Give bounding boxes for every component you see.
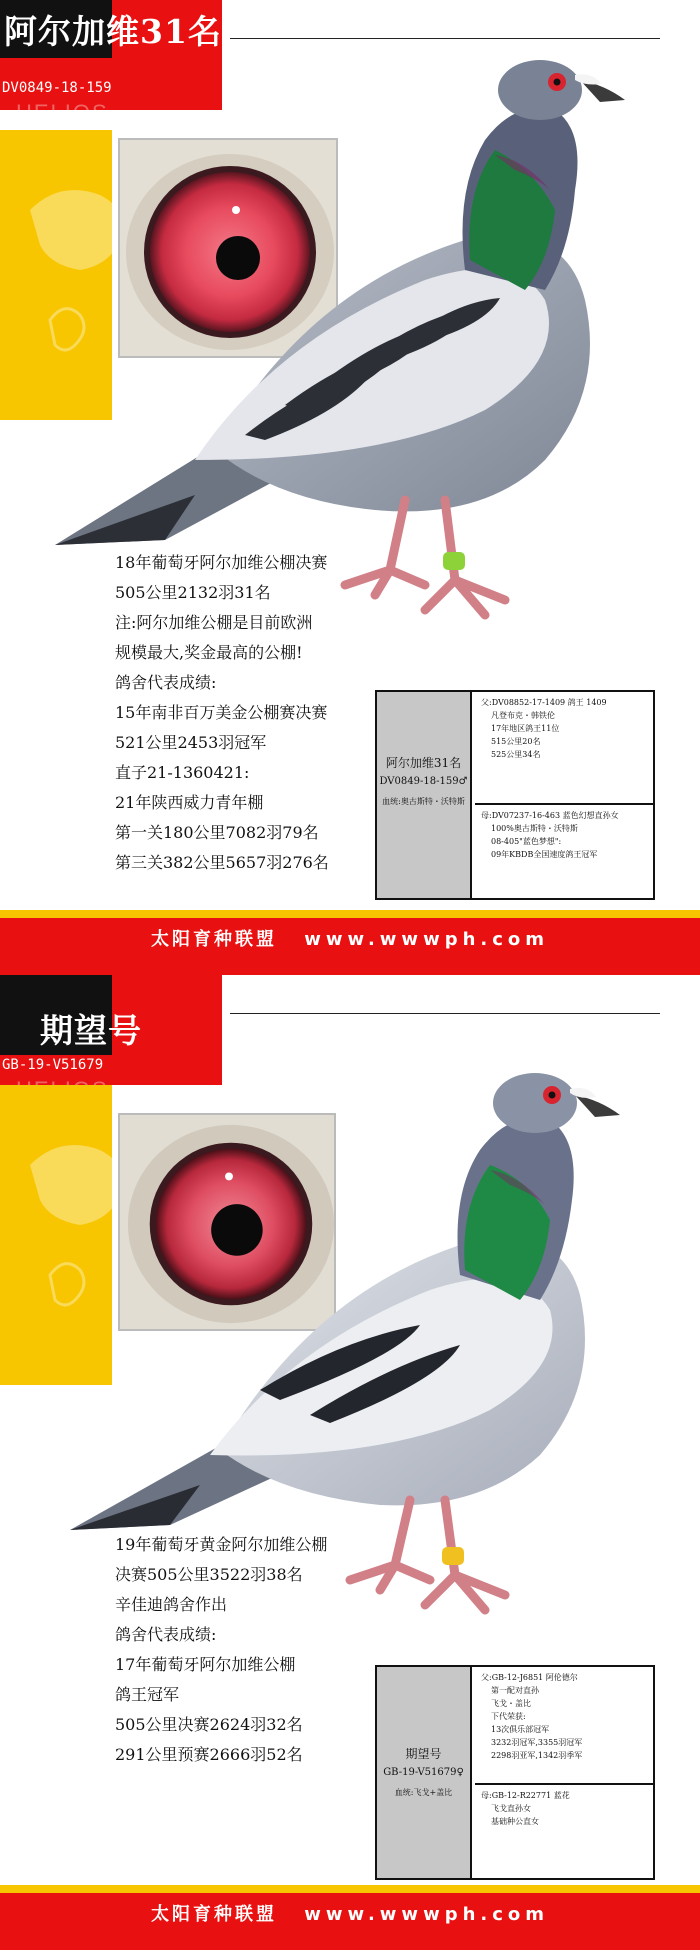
desc-line: 决赛505公里3522羽38名 bbox=[115, 1565, 303, 1584]
leg-band bbox=[443, 552, 465, 570]
pedigree-ring: GB-19-V51679♀ bbox=[383, 1767, 464, 1778]
dam-line: 08-405"蓝色梦想": bbox=[491, 837, 562, 846]
pedigree-dam bbox=[475, 1785, 655, 1880]
desc-line: 第三关382公里5657羽276名 bbox=[115, 853, 329, 872]
sire-line: 下代荣获: bbox=[491, 1712, 526, 1721]
dam-line: 100%奥古斯特・沃特斯 bbox=[491, 824, 578, 833]
ring-number: DV0849-18-159 bbox=[2, 80, 112, 96]
footer-url[interactable]: www.wwwph.com bbox=[304, 1904, 550, 1925]
desc-line: 辛佳迪鸽舍作出 bbox=[115, 1595, 228, 1614]
footer-url[interactable]: www.wwwph.com bbox=[304, 929, 550, 950]
sire-line: 17年地区鸽王11位 bbox=[491, 724, 560, 733]
pedigree-sire bbox=[475, 1667, 655, 1785]
pedigree-table bbox=[375, 690, 655, 900]
footer-text bbox=[0, 1900, 700, 1926]
desc-line: 291公里预赛2666羽52名 bbox=[115, 1745, 303, 1764]
sire-line: 13次俱乐部冠军 bbox=[491, 1725, 550, 1734]
desc-line: 521公里2453羽冠军 bbox=[115, 733, 267, 752]
dam-line: 母:DV07237-16-463 蓝色幻想直孙女 bbox=[481, 811, 619, 820]
desc-line: 505公里决赛2624羽32名 bbox=[115, 1715, 303, 1734]
desc-line: 19年葡萄牙黄金阿尔加维公棚 bbox=[115, 1535, 328, 1554]
desc-line: 注:阿尔加维公棚是目前欧洲 bbox=[115, 613, 313, 632]
pedigree-ring: DV0849-18-159♂ bbox=[379, 776, 468, 787]
desc-line: 18年葡萄牙阿尔加维公棚决赛 bbox=[115, 553, 328, 572]
leg-band bbox=[442, 1547, 464, 1565]
pedigree-name: 期望号 bbox=[405, 1747, 442, 1761]
desc-line: 17年葡萄牙阿尔加维公棚 bbox=[115, 1655, 296, 1674]
desc-line: 鸽王冠军 bbox=[115, 1685, 180, 1704]
dam-line: 09年KBDB全国速度鸽王冠军 bbox=[491, 850, 598, 859]
desc-line: 规模最大,奖金最高的公棚! bbox=[115, 643, 303, 662]
desc-line: 鸽舍代表成绩: bbox=[115, 1625, 217, 1644]
desc-line: 第一关180公里7082羽79名 bbox=[115, 823, 319, 842]
pigeon-title: 阿尔加维31名 bbox=[4, 12, 222, 51]
pedigree-table bbox=[375, 1665, 655, 1880]
ring-number: GB-19-V51679 bbox=[2, 1057, 104, 1073]
header-rule bbox=[230, 38, 660, 39]
footer-yellow-stripe bbox=[0, 910, 700, 918]
sire-line: 飞戈・盖比 bbox=[491, 1699, 531, 1708]
footer-yellow-stripe bbox=[0, 1885, 700, 1893]
desc-line: 505公里2132羽31名 bbox=[115, 583, 271, 602]
pedigree-subject bbox=[377, 1667, 472, 1878]
desc-line: 鸽舍代表成绩: bbox=[115, 673, 217, 692]
sire-line: 父:GB-12-J6851 阿伦德尔 bbox=[481, 1673, 578, 1682]
desc-line: 21年陕西威力青年棚 bbox=[115, 793, 264, 812]
footer-org: 太阳育种联盟 bbox=[150, 1904, 277, 1925]
sire-line: 515公里20名 bbox=[491, 737, 541, 746]
pedigree-bloodline: 血统:奥古斯特・沃特斯 bbox=[382, 797, 465, 806]
sire-line: 父:DV08852-17-1409 鸽王 1409 bbox=[481, 698, 607, 707]
sire-line: 凡登布克・韩铁伦 bbox=[491, 711, 555, 720]
sire-line: 第一配对直孙 bbox=[491, 1686, 539, 1695]
sire-line: 2298羽亚军,1342羽季军 bbox=[491, 1751, 583, 1760]
desc-line: 直子21-1360421: bbox=[115, 763, 250, 782]
sire-line: 525公里34名 bbox=[491, 750, 541, 759]
pedigree-name: 阿尔加维31名 bbox=[385, 756, 462, 770]
dam-line: 母:GB-12-R22771 蓝花 bbox=[481, 1791, 570, 1800]
brand-watermark: HELIOS bbox=[16, 100, 109, 125]
desc-line: 15年南非百万美金公棚赛决赛 bbox=[115, 703, 328, 722]
dam-line: 基础种公直女 bbox=[491, 1817, 539, 1826]
sire-line: 3232羽冠军,3355羽冠军 bbox=[491, 1738, 583, 1747]
pedigree-bloodline: 血统:飞戈+盖比 bbox=[394, 1788, 453, 1797]
pedigree-subject bbox=[377, 692, 472, 898]
footer-text bbox=[0, 925, 700, 951]
pedigree-sire bbox=[475, 692, 655, 805]
footer-org: 太阳育种联盟 bbox=[150, 929, 277, 950]
header-rule bbox=[230, 1013, 660, 1014]
pedigree-dam bbox=[475, 805, 655, 900]
pigeon-title: 期望号 bbox=[40, 1011, 142, 1050]
dam-line: 飞戈直孙女 bbox=[491, 1804, 531, 1813]
pigeon-card-2 bbox=[0, 975, 700, 1950]
